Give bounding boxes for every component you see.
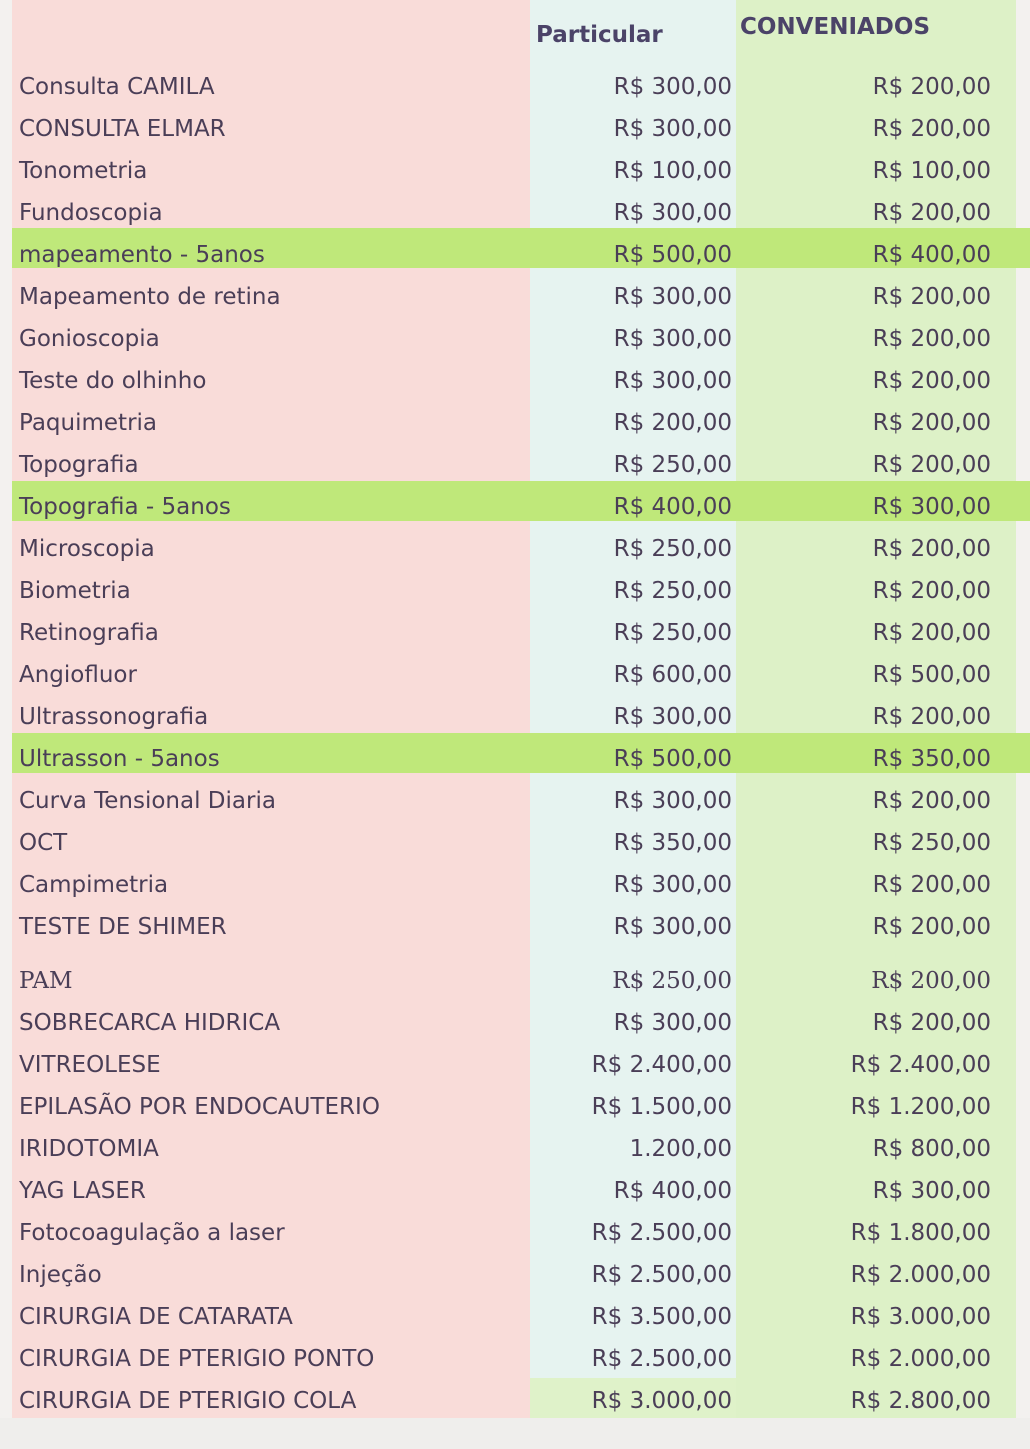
table-row	[0, 740, 1030, 780]
conveniados-price: R$ 200,00	[872, 704, 991, 730]
table-row	[0, 1046, 1030, 1086]
conveniados-price: R$ 200,00	[872, 410, 991, 436]
conveniados-price: R$ 200,00	[872, 452, 991, 478]
particular-price: R$ 200,00	[613, 410, 732, 436]
procedure-name: OCT	[19, 830, 68, 856]
particular-price: R$ 250,00	[613, 452, 732, 478]
table-row	[0, 530, 1030, 570]
table-row	[0, 278, 1030, 318]
particular-price: R$ 300,00	[613, 368, 732, 394]
particular-price: R$ 250,00	[613, 578, 732, 604]
conveniados-price: R$ 300,00	[872, 1178, 991, 1204]
table-row	[0, 1382, 1030, 1422]
conveniados-price: R$ 200,00	[872, 116, 991, 142]
conveniados-price: R$ 400,00	[872, 242, 991, 268]
procedure-name: Injeção	[19, 1262, 102, 1288]
conveniados-price: R$ 200,00	[872, 74, 991, 100]
particular-price: R$ 500,00	[613, 242, 732, 268]
particular-price: R$ 300,00	[613, 788, 732, 814]
table-row	[0, 362, 1030, 402]
table-row	[0, 698, 1030, 738]
table-row	[0, 68, 1030, 108]
particular-price: R$ 400,00	[613, 494, 732, 520]
procedure-name: Curva Tensional Diaria	[19, 788, 276, 814]
conveniados-price: R$ 350,00	[872, 746, 991, 772]
particular-price: R$ 300,00	[613, 284, 732, 310]
particular-price: R$ 3.000,00	[591, 1388, 732, 1414]
procedure-name: Retinografia	[19, 620, 159, 646]
particular-price: R$ 300,00	[613, 704, 732, 730]
conveniados-column-header: CONVENIADOS	[740, 14, 931, 40]
procedure-name: mapeamento - 5anos	[19, 242, 265, 268]
table-row	[0, 1340, 1030, 1380]
procedure-name: Teste do olhinho	[19, 368, 207, 394]
procedure-name: Fundoscopia	[19, 200, 163, 226]
procedure-name: EPILASÃO POR ENDOCAUTERIO	[19, 1094, 380, 1120]
table-row	[0, 1298, 1030, 1338]
procedure-name: Campimetria	[19, 872, 169, 898]
conveniados-price: R$ 200,00	[872, 1010, 991, 1036]
table-row	[0, 152, 1030, 192]
procedure-name: Ultrassonografia	[19, 704, 209, 730]
particular-price: R$ 100,00	[613, 158, 732, 184]
table-row	[0, 488, 1030, 528]
particular-price: R$ 300,00	[613, 872, 732, 898]
conveniados-price: R$ 800,00	[872, 1136, 991, 1162]
procedure-name: Microscopia	[19, 536, 155, 562]
particular-price: R$ 2.500,00	[591, 1262, 732, 1288]
conveniados-price: R$ 200,00	[872, 872, 991, 898]
conveniados-price: R$ 2.800,00	[850, 1388, 991, 1414]
particular-price: R$ 300,00	[613, 914, 732, 940]
procedure-name: CIRURGIA DE PTERIGIO COLA	[19, 1388, 357, 1414]
particular-price: 1.200,00	[629, 1136, 732, 1162]
table-row	[0, 572, 1030, 612]
particular-price: R$ 500,00	[613, 746, 732, 772]
table-row	[0, 1088, 1030, 1128]
table-row	[0, 1214, 1030, 1254]
conveniados-price: R$ 200,00	[872, 368, 991, 394]
table-row	[0, 1130, 1030, 1170]
conveniados-price: R$ 200,00	[871, 968, 991, 994]
procedure-name: Mapeamento de retina	[19, 284, 281, 310]
particular-price: R$ 350,00	[613, 830, 732, 856]
conveniados-price: R$ 2.400,00	[850, 1052, 991, 1078]
particular-price: R$ 250,00	[613, 620, 732, 646]
particular-price: R$ 400,00	[613, 1178, 732, 1204]
conveniados-price: R$ 100,00	[872, 158, 991, 184]
conveniados-price: R$ 2.000,00	[850, 1346, 991, 1372]
table-row	[0, 110, 1030, 150]
page-bottom-edge	[0, 1418, 1030, 1449]
procedure-name: VITREOLESE	[19, 1052, 161, 1078]
particular-price: R$ 300,00	[613, 116, 732, 142]
procedure-name: CIRURGIA DE CATARATA	[19, 1304, 293, 1330]
conveniados-price: R$ 200,00	[872, 578, 991, 604]
procedure-name: Gonioscopia	[19, 326, 160, 352]
table-row	[0, 404, 1030, 444]
table-row	[0, 782, 1030, 822]
table-row	[0, 656, 1030, 696]
particular-price: R$ 250,00	[613, 536, 732, 562]
conveniados-price: R$ 200,00	[872, 284, 991, 310]
conveniados-price: R$ 200,00	[872, 536, 991, 562]
conveniados-price: R$ 200,00	[872, 914, 991, 940]
particular-price: R$ 300,00	[613, 200, 732, 226]
conveniados-price: R$ 200,00	[872, 788, 991, 814]
conveniados-price: R$ 2.000,00	[850, 1262, 991, 1288]
procedure-name: Tonometria	[19, 158, 148, 184]
procedure-name: Biometria	[19, 578, 131, 604]
particular-price: R$ 250,00	[612, 968, 732, 994]
procedure-name: SOBRECARCA HIDRICA	[19, 1010, 281, 1036]
table-row	[0, 908, 1030, 948]
table-row	[0, 236, 1030, 276]
conveniados-price: R$ 200,00	[872, 326, 991, 352]
table-row	[0, 1004, 1030, 1044]
table-row	[0, 1256, 1030, 1296]
particular-column-header: Particular	[536, 22, 663, 48]
procedure-name: YAG LASER	[19, 1178, 146, 1204]
conveniados-price: R$ 300,00	[872, 494, 991, 520]
particular-price: R$ 600,00	[613, 662, 732, 688]
procedure-name: Topografia	[19, 452, 139, 478]
conveniados-price: R$ 250,00	[872, 830, 991, 856]
table-row	[0, 194, 1030, 234]
procedure-name: Consulta CAMILA	[19, 74, 215, 100]
procedure-name: Fotocoagulação a laser	[19, 1220, 285, 1246]
procedure-name: CIRURGIA DE PTERIGIO PONTO	[19, 1346, 375, 1372]
particular-price: R$ 3.500,00	[591, 1304, 732, 1330]
procedure-name: PAM	[19, 968, 73, 994]
procedure-name: Ultrasson - 5anos	[19, 746, 220, 772]
particular-price: R$ 1.500,00	[591, 1094, 732, 1120]
particular-price: R$ 300,00	[613, 1010, 732, 1036]
conveniados-price: R$ 1.200,00	[850, 1094, 991, 1120]
table-row	[0, 614, 1030, 654]
table-row	[0, 824, 1030, 864]
table-row	[0, 1172, 1030, 1212]
particular-price: R$ 2.400,00	[591, 1052, 732, 1078]
procedure-name: TESTE DE SHIMER	[19, 914, 227, 940]
particular-price: R$ 300,00	[613, 326, 732, 352]
table-row	[0, 866, 1030, 906]
table-row	[0, 320, 1030, 360]
procedure-name: Paquimetria	[19, 410, 158, 436]
procedure-name: Topografia - 5anos	[19, 494, 231, 520]
particular-price: R$ 300,00	[613, 74, 732, 100]
conveniados-price: R$ 200,00	[872, 620, 991, 646]
particular-price: R$ 2.500,00	[591, 1346, 732, 1372]
conveniados-price: R$ 200,00	[872, 200, 991, 226]
procedure-name: IRIDOTOMIA	[19, 1136, 159, 1162]
table-row	[0, 446, 1030, 486]
table-row	[0, 962, 1030, 1002]
particular-price: R$ 2.500,00	[591, 1220, 732, 1246]
conveniados-price: R$ 500,00	[872, 662, 991, 688]
procedure-name: Angiofluor	[19, 662, 137, 688]
conveniados-price: R$ 3.000,00	[850, 1304, 991, 1330]
conveniados-price: R$ 1.800,00	[850, 1220, 991, 1246]
procedure-name: CONSULTA ELMAR	[19, 116, 226, 142]
